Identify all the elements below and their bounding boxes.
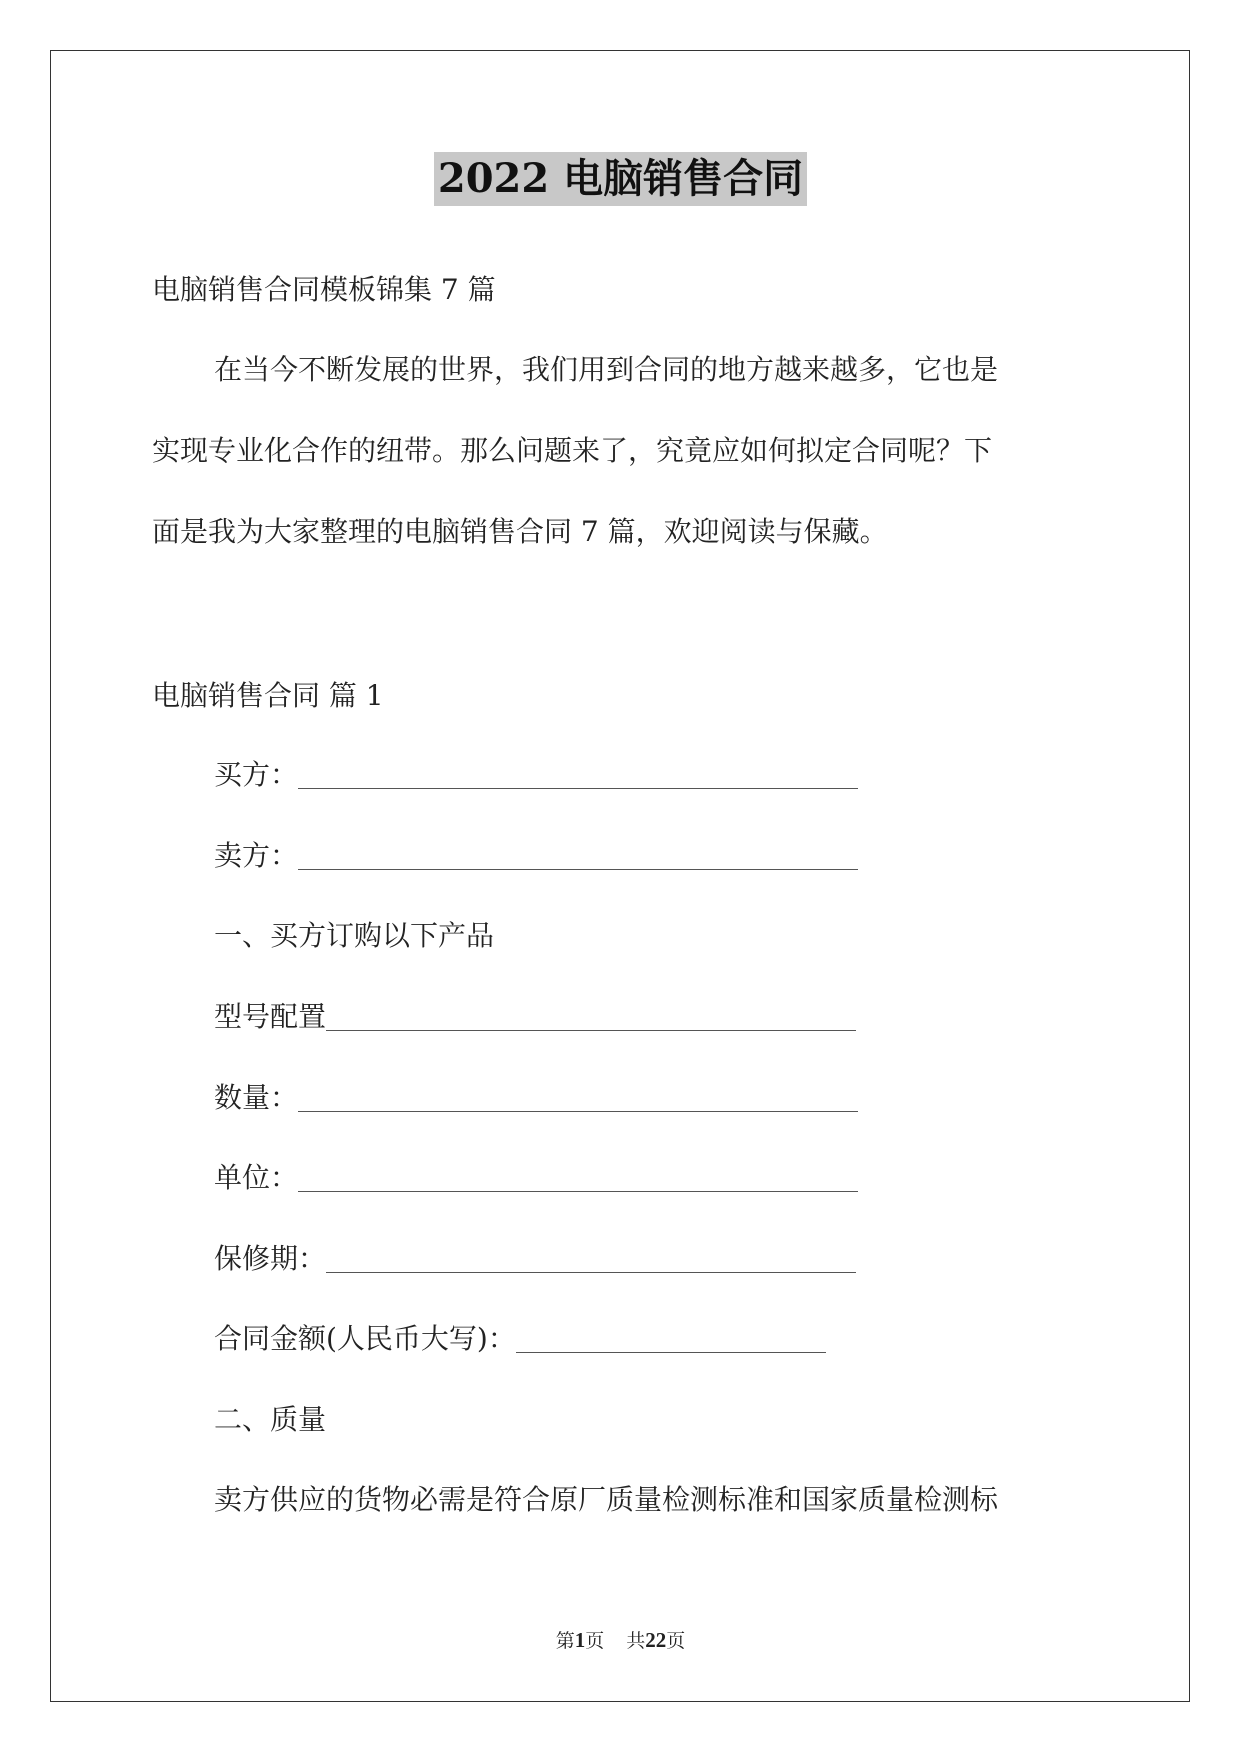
- page-suffix: 页: [585, 1630, 605, 1652]
- document-subtitle: 电脑销售合同模板锦集 7 篇: [152, 273, 496, 306]
- intro-line-1: 在当今不断发展的世界，我们用到合同的地方越来越多，它也是: [214, 353, 999, 386]
- clause-2-text: 卖方供应的货物必需是符合原厂质量检测标准和国家质量检测标: [214, 1483, 999, 1516]
- clause-2-heading: 二、质量: [214, 1403, 327, 1436]
- unit-field: [214, 1160, 858, 1196]
- document-title: 2022 电脑销售合同: [434, 152, 807, 206]
- page-footer: [0, 1628, 1241, 1653]
- quantity-label: 数量：: [214, 1081, 299, 1114]
- total-prefix: 共: [626, 1630, 646, 1652]
- amount-label: 合同金额(人民币大写)：: [214, 1322, 516, 1355]
- title-wrap: [0, 152, 1241, 206]
- seller-label: 卖方：: [214, 839, 299, 872]
- page-number: 1: [574, 1628, 586, 1652]
- page-prefix: 第: [555, 1630, 575, 1652]
- seller-blank[interactable]: [298, 843, 858, 870]
- buyer-blank[interactable]: [298, 762, 858, 789]
- buyer-label: 买方：: [214, 758, 299, 791]
- seller-field: [214, 838, 858, 874]
- amount-blank[interactable]: [516, 1326, 826, 1353]
- intro-line-2: 实现专业化合作的纽带。那么问题来了，究竟应如何拟定合同呢？下: [152, 434, 993, 467]
- section-heading: 电脑销售合同 篇 1: [152, 679, 384, 712]
- model-field: [214, 999, 856, 1035]
- warranty-field: [214, 1241, 856, 1277]
- quantity-field: [214, 1080, 858, 1116]
- warranty-blank[interactable]: [326, 1246, 856, 1273]
- intro-line-3: 面是我为大家整理的电脑销售合同 7 篇，欢迎阅读与保藏。: [152, 515, 888, 548]
- amount-field: [214, 1321, 826, 1357]
- model-blank[interactable]: [326, 1004, 856, 1031]
- warranty-label: 保修期：: [214, 1242, 327, 1275]
- model-label: 型号配置: [214, 1000, 327, 1033]
- total-suffix: 页: [666, 1630, 686, 1652]
- quantity-blank[interactable]: [298, 1085, 858, 1112]
- total-pages: 22: [645, 1628, 667, 1652]
- clause-1-heading: 一、买方订购以下产品: [214, 919, 495, 952]
- unit-blank[interactable]: [298, 1165, 858, 1192]
- buyer-field: [214, 757, 858, 793]
- unit-label: 单位：: [214, 1161, 299, 1194]
